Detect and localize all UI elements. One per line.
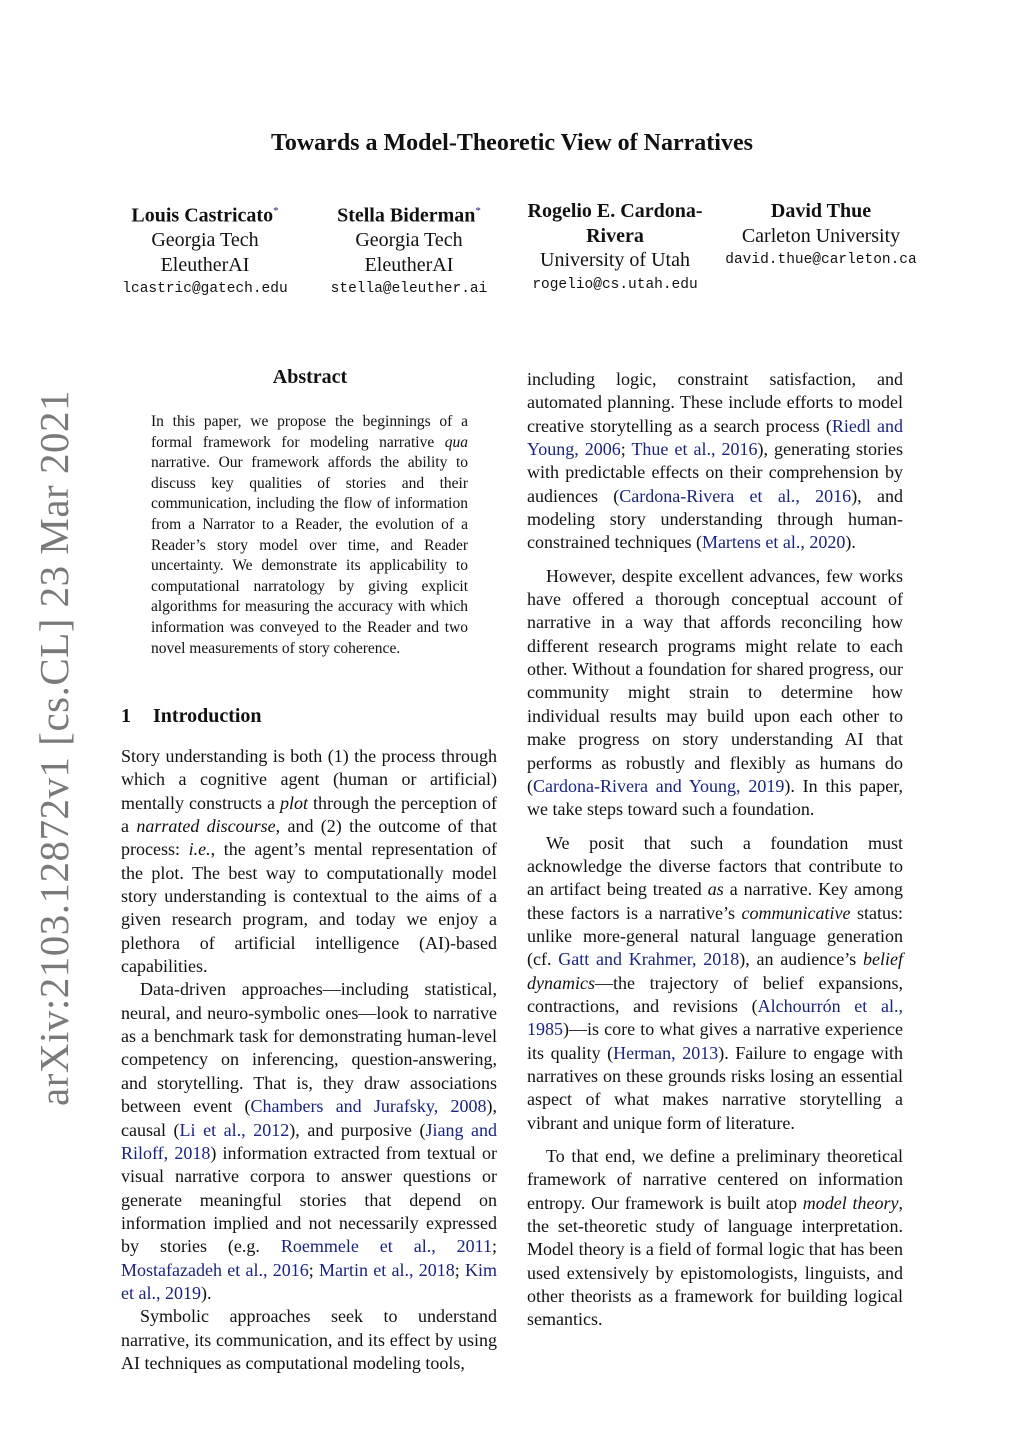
- citation-link[interactable]: Cardona-Rivera and Young, 2019: [533, 775, 785, 796]
- author-affiliation: EleutherAI: [160, 253, 250, 276]
- author-email: david.thue@carleton.ca: [725, 252, 917, 268]
- citation-link[interactable]: Li et al., 2012: [179, 1119, 290, 1140]
- author-email: lcastric@gatech.edu: [122, 281, 288, 298]
- author-affiliation: University of Utah: [540, 249, 690, 271]
- citation-link[interactable]: Herman, 2013: [613, 1042, 719, 1063]
- author-block: [105, 199, 305, 302]
- author-name: Rogelio E. Cardona-Rivera: [527, 200, 703, 247]
- citation-link[interactable]: Mostafazadeh et al., 2016: [121, 1259, 309, 1280]
- author-name: David Thue: [770, 200, 872, 222]
- arxiv-identifier-sidebar: [28, 390, 80, 1106]
- author-affiliation: EleutherAI: [364, 253, 454, 276]
- citation-link[interactable]: Thue et al., 2016: [631, 439, 758, 460]
- author-block: [309, 199, 509, 302]
- citation-link[interactable]: Kim et al., 2019: [121, 1259, 497, 1303]
- section-title: Introduction: [153, 705, 262, 727]
- author-email: stella@eleuther.ai: [330, 281, 488, 298]
- author-affiliation: Carleton University: [741, 224, 901, 247]
- paragraph: Story understanding is both (1) the process through which a cognitive agent (human or artificial) mentally constructs a plot through the perception of a narrated discourse, and (2) the outcome of that process: i.e., the agent’s mental representation of the plot. The best way to computationally model story understanding is contextual to the aims of a given research program, and today we enjoy a plethora of artificial intelligence (AI)-based capabilities.: [121, 746, 498, 977]
- left-column: [121, 745, 497, 1375]
- paragraph: Symbolic approaches seek to understand narrative, its communication, and its effect by using AI techniques as computational modeling tools,: [121, 1306, 497, 1373]
- author-name: Louis Castricato: [131, 204, 274, 227]
- citation-link[interactable]: Riedl and Young, 2006: [527, 415, 903, 460]
- author-affiliation: Georgia Tech: [151, 229, 259, 252]
- author-footnote-mark: *: [273, 205, 279, 217]
- author-block: [716, 199, 926, 273]
- author-block: [510, 199, 720, 297]
- author-email: rogelio@cs.utah.edu: [532, 276, 698, 293]
- paragraph: including logic, constraint satisfaction, and automated planning. These include efforts to model creative storytelling as a search process (Riedl and Young, 2006; Thue et al., 2016), generating stories with predictable effects on their comprehension by audiences (Cardona-Rivera et al., 2016), and modeling story understanding through human-constrained techniques (Martens et al., 2020).: [527, 369, 903, 553]
- citation-link[interactable]: Alchourrón et al., 1985: [527, 995, 903, 1040]
- abstract-heading: Abstract: [272, 366, 348, 388]
- right-column: [527, 368, 903, 1332]
- citation-link[interactable]: Martens et al., 2020: [701, 532, 846, 553]
- paragraph: To that end, we define a preliminary theoretical framework of narrative centered on information entropy. Our framework is built atop model theory, the set-theoretic study of language interpretation. Model theory is a field of formal logic that has been used extensively by epistomologists, linguists, and other theorists as a framework for building logical semantics.: [527, 1146, 903, 1330]
- section-heading: [121, 705, 262, 728]
- citation-link[interactable]: Martin et al., 2018: [318, 1259, 455, 1280]
- citation-link[interactable]: Gatt and Krahmer, 2018: [558, 949, 740, 970]
- abstract-text: In this paper, we propose the beginnings of a formal framework for modeling narrative qua narrative. Our framework affords the ability to discuss key qualities of stories and their communication, including the flow of information from a Narrator to a Reader, the evolution of a Reader’s story model over time, and Reader uncertainty. We demonstrate its applicability to computational narratology by giving explicit algorithms for measuring the accuracy with which information was conveyed to the Reader and two novel measurements of story coherence.: [151, 413, 468, 657]
- citation-link[interactable]: Roemmele et al., 2011: [280, 1236, 492, 1257]
- citation-link[interactable]: Jiang and Riloff, 2018: [121, 1119, 498, 1163]
- paragraph: We posit that such a foundation must acknowledge the diverse factors that contribute to an artifact being treated as a narrative. Key among these factors is a narrative’s communicative status: unlike more-general natural language generation (cf. Gatt and Krahmer, 2018), an audience’s belief dynamics—the trajectory of belief expansions, contractions, and revisions (Alchourrón et al., 1985)—is core to what gives a narrative experience its quality (Herman, 2013). Failure to engage with narratives on these grounds risks losing an essential aspect of what makes narrative storytelling a vibrant and unique form of literature.: [527, 832, 904, 1133]
- author-affiliation: Georgia Tech: [355, 229, 463, 252]
- section-number: 1: [121, 705, 131, 727]
- author-name: Stella Biderman: [337, 204, 476, 227]
- paragraph: Data-driven approaches—including statistical, neural, and neuro-symbolic ones—look to narrative as a benchmark task for demonstrating human-level competency on inferencing, question-answering, and storytelling. That is, they draw associations between event (Chambers and Jurafsky, 2008), causal (Li et al., 2012), and purposive (Jiang and Riloff, 2018) information extracted from textual or visual narrative corpora to answer questions or generate meaningful stories that depend on information implied and not necessarily expressed by stories (e.g. Roemmele et al., 2011; Mostafazadeh et al., 2016; Martin et al., 2018; Kim et al., 2019).: [121, 979, 498, 1303]
- paper-title: Towards a Model-Theoretic View of Narratives: [271, 130, 753, 156]
- author-footnote-mark: *: [475, 205, 481, 217]
- paragraph: However, despite excellent advances, few works have offered a thorough conceptual account of narrative in a way that affords reconciling how different research programs might relate to each other. Without a foundation for shared progress, our community might strain to determine how individual results may build upon each other to make progress on story understanding AI that performs as robustly and flexibly as humans do (Cardona-Rivera and Young, 2019). In this paper, we take steps toward such a foundation.: [527, 565, 903, 820]
- citation-link[interactable]: Chambers and Jurafsky, 2008: [250, 1096, 487, 1117]
- arxiv-identifier: arXiv:2103.12872v1 [cs.CL] 23 Mar 2021: [31, 390, 77, 1106]
- citation-link[interactable]: Cardona-Rivera et al., 2016: [619, 485, 852, 506]
